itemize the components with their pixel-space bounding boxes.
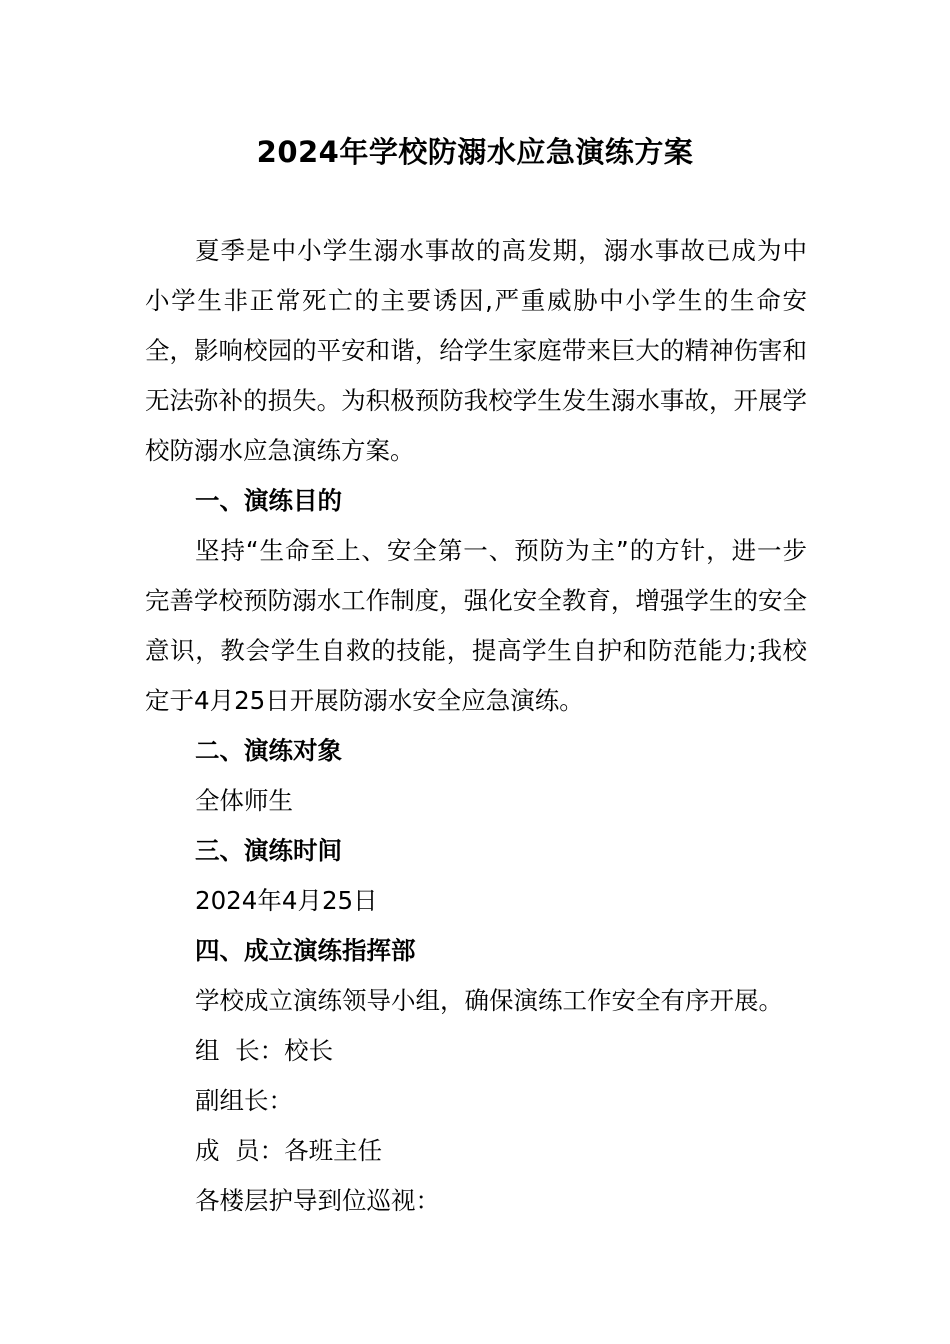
section-heading-time: 三、演练时间: [195, 836, 342, 865]
section-body-participants: 全体师生: [195, 786, 293, 815]
member-line-members: 成 员：各班主任: [195, 1136, 383, 1165]
section-body-command: 学校成立演练领导小组，确保演练工作安全有序开展。: [195, 986, 783, 1015]
member-line-patrol: 各楼层护导到位巡视：: [195, 1186, 440, 1215]
document-body: [145, 226, 807, 1226]
member-line-deputy: 副组长：: [195, 1086, 293, 1115]
section-heading-participants: 二、演练对象: [195, 736, 342, 765]
section-heading-command: 四、成立演练指挥部: [195, 936, 416, 965]
member-line-leader: 组 长：校长: [195, 1036, 334, 1065]
document-title: 2024年学校防溺水应急演练方案: [256, 135, 694, 169]
intro-paragraph: 夏季是中小学生溺水事故的高发期，溺水事故已成为中小学生非正常死亡的主要诱因,严重威胁中小学生的生命安全，影响校园的平安和谐，给学生家庭带来巨大的精神伤害和无法弥补的损失。为积极预防我校学生发生溺水事故，开展学校防溺水应急演练方案。: [145, 236, 807, 465]
section-body-time: 2024年4月25日: [195, 886, 378, 915]
section-body-purpose: 坚持“生命至上、安全第一、预防为主”的方针，进一步完善学校预防溺水工作制度，强化安全教育，增强学生的安全意识，教会学生自救的技能，提高学生自护和防范能力;我校定于4月25日开展防溺水安全应急演练。: [145, 536, 807, 715]
section-heading-purpose: 一、演练目的: [195, 486, 342, 515]
